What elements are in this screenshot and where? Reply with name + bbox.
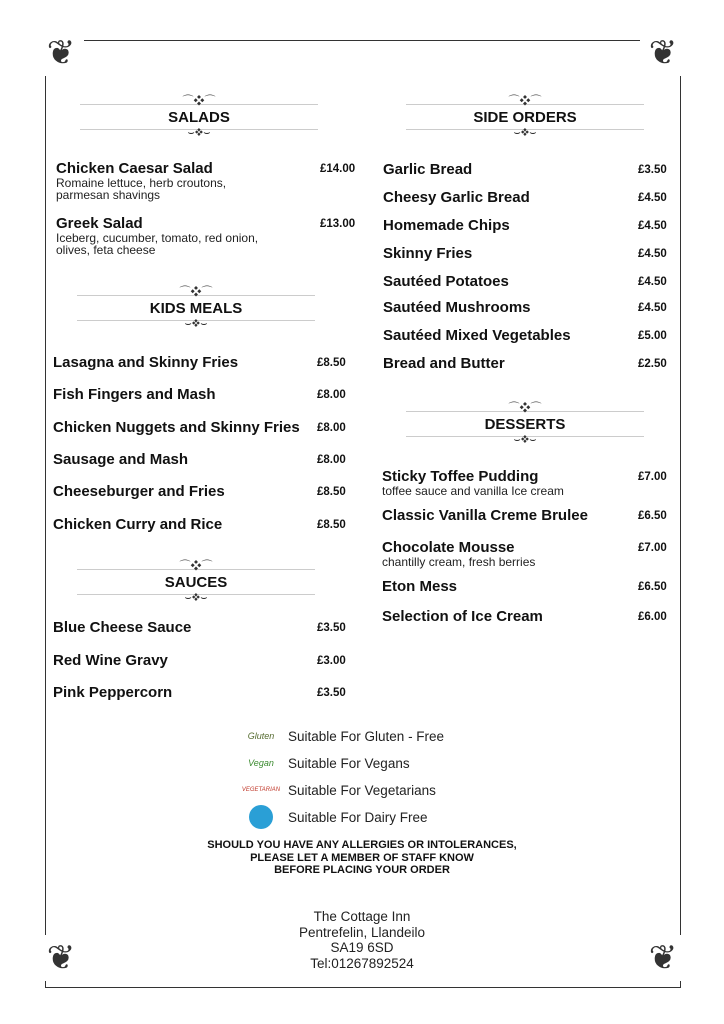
ornament-icon: ⌣❖⌣	[513, 127, 537, 139]
item-price: £3.50	[317, 622, 346, 634]
section-title: SAUCES	[164, 574, 228, 591]
warning-line: SHOULD YOU HAVE ANY ALLERGIES OR INTOLERANCES,	[207, 839, 517, 851]
item-price: £8.00	[317, 389, 346, 401]
menu-item	[383, 273, 509, 290]
legend-item	[246, 804, 428, 830]
item-price: £6.50	[638, 510, 667, 522]
ornament-icon: ⌣❖⌣	[513, 434, 537, 446]
item-name: Greek Salad	[56, 215, 143, 232]
address-line: Pentrefelin, Llandeilo	[298, 924, 426, 940]
gluten-free-icon: Gluten	[247, 731, 275, 741]
item-price: £6.00	[638, 611, 667, 623]
item-price: £3.50	[317, 687, 346, 699]
menu-item	[383, 327, 571, 344]
item-name: Chicken Caesar Salad	[56, 160, 213, 177]
menu-item	[383, 299, 531, 316]
item-price: £8.50	[317, 519, 346, 531]
item-price: £7.00	[638, 471, 667, 483]
item-price: £7.00	[638, 542, 667, 554]
item-price: £8.50	[317, 486, 346, 498]
menu-item	[53, 652, 168, 669]
item-description: chantilly cream, fresh berries	[382, 555, 536, 569]
section-title: SALADS	[168, 109, 230, 126]
corner-ornament-icon: ❦	[38, 30, 84, 76]
ornament-icon: ⌣❖⌣	[184, 592, 208, 604]
section-title: DESSERTS	[484, 416, 566, 433]
section-header-sides	[406, 95, 644, 139]
menu-item	[56, 160, 226, 201]
section-title: SIDE ORDERS	[473, 109, 577, 126]
item-name: Chicken Nuggets and Skinny Fries	[53, 419, 300, 436]
menu-item	[383, 217, 510, 234]
legend-item	[246, 750, 410, 776]
item-name: Bread and Butter	[383, 355, 505, 372]
corner-ornament-icon: ❦	[640, 30, 686, 76]
ornament-icon: ⌒❖⌒	[182, 95, 216, 107]
ornament-icon: ⌒❖⌒	[508, 402, 542, 414]
section-header-kids	[77, 286, 315, 330]
item-price: £6.50	[638, 581, 667, 593]
menu-item	[382, 539, 535, 568]
ornament-icon: ⌒❖⌒	[508, 95, 542, 107]
item-name: Sautéed Mixed Vegetables	[383, 327, 571, 344]
legend-label: Suitable For Dairy Free	[288, 809, 428, 825]
item-price: £4.50	[638, 220, 667, 232]
section-title: KIDS MEALS	[149, 300, 243, 317]
section-header-desserts	[406, 402, 644, 446]
item-name: Sautéed Potatoes	[383, 273, 509, 290]
menu-item	[53, 483, 225, 500]
item-name: Sautéed Mushrooms	[383, 299, 531, 316]
dairy-free-icon	[246, 805, 276, 829]
vegetarian-icon: VEGETARIAN	[241, 787, 281, 793]
menu-item	[53, 451, 188, 468]
corner-ornament-icon: ❦	[640, 935, 686, 981]
section-header-sauces	[77, 560, 315, 604]
allergy-warning	[0, 839, 724, 877]
item-name: Red Wine Gravy	[53, 652, 168, 669]
item-price: £13.00	[320, 218, 356, 230]
item-name: Chocolate Mousse	[382, 539, 515, 556]
item-price: £3.50	[638, 164, 667, 176]
item-price: £2.50	[638, 358, 667, 370]
menu-item	[383, 189, 530, 206]
ornament-icon: ⌣❖⌣	[184, 318, 208, 330]
menu-item	[383, 161, 472, 178]
menu-item	[56, 215, 258, 256]
item-name: Sticky Toffee Pudding	[382, 468, 539, 485]
item-price: £3.00	[317, 655, 346, 667]
item-name: Sausage and Mash	[53, 451, 189, 468]
postcode: SA19 6SD	[330, 940, 394, 955]
item-description: Iceberg, cucumber, tomato, red onion, olives, feta cheese	[56, 231, 259, 257]
item-name: Blue Cheese Sauce	[53, 619, 192, 636]
item-price: £4.50	[638, 192, 667, 204]
vegan-icon: Vegan	[248, 758, 274, 768]
item-name: Eton Mess	[382, 578, 458, 595]
item-name: Garlic Bread	[383, 161, 473, 178]
legend-label: Suitable For Vegans	[288, 755, 410, 771]
item-name: Chicken Curry and Rice	[53, 516, 223, 533]
legend-item	[241, 777, 436, 803]
menu-item	[53, 419, 300, 436]
menu-item	[382, 578, 457, 595]
item-price: £8.00	[317, 454, 346, 466]
item-name: Lasagna and Skinny Fries	[53, 354, 239, 371]
menu-item	[53, 386, 216, 403]
item-name: Pink Peppercorn	[53, 684, 173, 701]
menu-item	[53, 619, 191, 636]
item-description: toffee sauce and vanilla Ice cream	[382, 484, 564, 498]
legend-label: Suitable For Vegetarians	[288, 782, 436, 798]
ornament-icon: ⌒❖⌒	[179, 560, 213, 572]
section-header-salads	[80, 95, 318, 139]
item-price: £8.50	[317, 357, 346, 369]
ornament-icon: ⌣❖⌣	[187, 127, 211, 139]
item-name: Homemade Chips	[383, 217, 510, 234]
ornament-icon: ⌒❖⌒	[179, 286, 213, 298]
corner-ornament-icon: ❦	[38, 935, 84, 981]
legend-label: Suitable For Gluten - Free	[288, 728, 445, 744]
menu-item	[383, 355, 505, 372]
item-name: Skinny Fries	[383, 245, 473, 262]
item-price: £4.50	[638, 302, 667, 314]
item-name: Selection of Ice Cream	[382, 608, 543, 625]
menu-item	[382, 608, 543, 625]
menu-item	[53, 684, 172, 701]
item-description: Romaine lettuce, herb croutons, parmesan shavings	[56, 176, 227, 202]
item-name: Cheesy Garlic Bread	[383, 189, 530, 206]
menu-item	[382, 507, 588, 524]
item-name: Fish Fingers and Mash	[53, 386, 216, 403]
warning-line: PLEASE LET A MEMBER OF STAFF KNOW	[250, 851, 474, 864]
item-name: Classic Vanilla Creme Brulee	[382, 507, 588, 524]
menu-item	[53, 354, 238, 371]
legend-item	[246, 723, 444, 749]
item-price: £5.00	[638, 330, 667, 342]
warning-line: BEFORE PLACING YOUR ORDER	[274, 864, 450, 876]
phone: Tel:01267892524	[310, 955, 414, 971]
menu-item	[382, 468, 564, 497]
venue-name: The Cottage Inn	[313, 909, 411, 924]
item-name: Cheeseburger and Fries	[53, 483, 225, 500]
menu-item	[53, 516, 222, 533]
item-price: £14.00	[320, 163, 356, 175]
menu-item	[383, 245, 472, 262]
item-price: £4.50	[638, 276, 667, 288]
address	[0, 909, 724, 971]
item-price: £8.00	[317, 422, 346, 434]
item-price: £4.50	[638, 248, 667, 260]
